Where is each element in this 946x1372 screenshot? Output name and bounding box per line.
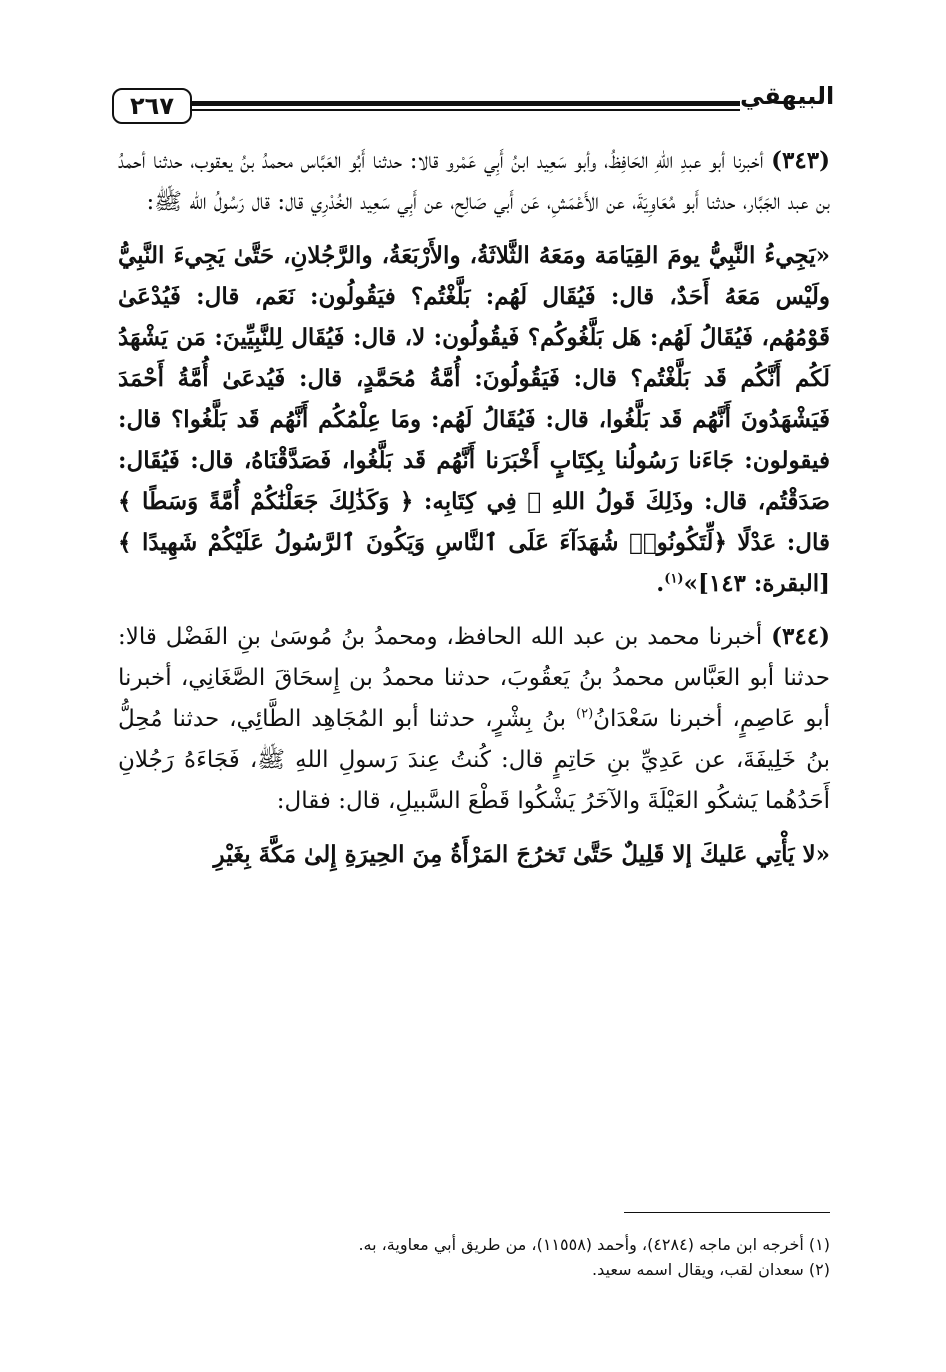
page-body xyxy=(118,140,830,887)
page-number: ٢٦٧ xyxy=(112,88,192,124)
footnote-ref[interactable]: (٢) xyxy=(576,706,594,722)
header-rule xyxy=(192,101,740,106)
matn-text: «لا يَأْتِي عَليكَ إلا قَلِيلٌ حَتَّىٰ تَخرُجَ المَرْأَةُ مِنَ الحِيرَةِ إِلىٰ مَكَّةَ بِغَيْرِ xyxy=(213,841,830,868)
footnote-2: (٢) سعدان لقب، ويقال اسمه سعيد. xyxy=(592,1260,830,1279)
footnote-1: (١) أخرجه ابن ماجه (٤٢٨٤)، وأحمد (١١٥٥٨)، من طريق أبي معاوية، به. xyxy=(358,1235,830,1254)
footnote-separator xyxy=(624,1212,830,1213)
isnad-text: أخبرنا محمد بن عبد الله الحافظ، ومحمدُ بنُ مُوسَىٰ بنِ الفَضْل قالا: حدثنا أبو العَبَّاس محمدُ بنُ يَعقُوبَ، حدثنا محمدُ بن إِسحَاقَ الصَّغَانِي، أخبرنا أبو عَاصِمٍ، أخبرنا سَعْدَانُ xyxy=(118,624,831,732)
isnad-text-continued: بنُ بِشْرٍ، حدثنا أبو المُجَاهِد الطَّائِي، حدثنا مُحِلُّ بنُ خَلِيفَةَ، عن عَدِيِّ بنِ حَاتِمٍ قال: كُنتُ عِندَ رَسولِ اللهِ ﷺ، فَجَاءَهُ رَجُلانِ أَحَدُهُما يَشكُو العَيْلَةَ والآخَرُ يَشْكُوا قَطْعَ السَّبيلِ، قال: فقال: xyxy=(118,706,830,814)
footnotes xyxy=(118,1232,830,1282)
footnote-ref[interactable]: (١) xyxy=(664,571,684,587)
header-rule-thin xyxy=(192,109,740,111)
page-header xyxy=(112,82,835,132)
hadith-343-matn: «يَجِيءُ النَّبِيُّ يومَ القِيَامَة ومَعَهُ الثَّلاثَةُ، والأَرْبَعَةُ، والرَّجُلانِ، حَتَّىٰ يَجِيءَ النَّبِيُّ ولَيْس مَعَهُ أَحَدٌ، قال: فَيُقَال لَهُم: بَلَّغْتُم؟ فيَقُولُون: نَعَم، قال: فَيُدْعَىٰ قَوْمُهُم، فَيُقَالُ لَهُم: هَل بَلَّغُوكُم؟ فَيقُولُون: لا، قال: فَيُقَال لِلنَّبِيِّينَ: مَن يَشْهَدُ لَكُم أَنَّكُم قَد بَلَّغْتُم؟ قال: فَيَقُولُونَ: أُمَّةُ مُحَمَّدٍ، قال: فَيُدعَىٰ أُمَّةُ أَحْمَدَ فَيَشْهَدُونَ أَنَّهُم قَد بَلَّغُوا، قال: فَيُقَالُ لَهُم: ومَا عِلْمُكُم أَنَّهُم قَد بَلَّغُوا؟ قال: فيقولون: جَاءَنا رَسُولُنا بِكِتَابٍ أَخْبَرَنا أَنَّهُم قَد بَلَّغُوا، فَصَدَّقْنَاهُ، قال: فَيُقَال: صَدَقْتُم، قال: وذَلِكَ قَولُ اللهِ ﷻ فِي كِتَابِه: ﴿ وَكَذَٰلِكَ جَعَلْنَٰكُمْ أُمَّةً وَسَطًا ﴾ قال: عَدْلًا ﴿لِّتَكُونُوا۟ شُهَدَآءَ عَلَى ٱلنَّاسِ وَيَكُونَ ٱلرَّسُولُ عَلَيْكُمْ شَهِيدًا ﴾ [البقرة: ١٤٣]»$^{(١)}$. xyxy=(118,242,830,597)
hadith-number: (٣٤٤) xyxy=(771,623,830,650)
hadith-344-matn xyxy=(118,834,830,875)
matn-text: «يَجِيءُ النَّبِيُّ يومَ القِيَامَة ومَعَهُ الثَّلاثَةُ، والأَرْبَعَةُ، والرَّجُلانِ، حَتَّىٰ يَجِيءَ النَّبِيُّ ولَيْس مَعَهُ أَحَدٌ، قال: فَيُقَال لَهُم: بَلَّغْتُم؟ فيَقُولُون: نَعَم، قال: فَيُدْعَىٰ قَوْمُهُم، فَيُقَالُ لَهُم: هَل بَلَّغُوكُم؟ فَيقُولُون: لا، قال: فَيُقَال لِلنَّبِيِّينَ: مَن يَشْهَدُ لَكُم أَنَّكُم قَد بَلَّغْتُم؟ قال: فَيَقُولُونَ: أُمَّةُ مُحَمَّدٍ، قال: فَيُدعَىٰ أُمَّةُ أَحْمَدَ فَيَشْهَدُونَ أَنَّهُم قَد بَلَّغُوا، قال: فَيُقَالُ لَهُم: ومَا عِلْمُكُم أَنَّهُم قَد بَلَّغُوا؟ قال: فيقولون: جَاءَنا رَسُولُنا بِكِتَابٍ أَخْبَرَنا أَنَّهُم قَد بَلَّغُوا، فَصَدَّقْنَاهُ، قال: فَيُقَال: صَدَقْتُم، قال: وذَلِكَ قَولُ اللهِ ﷻ فِي كِتَابِه: ﴿ وَكَذَٰلِكَ جَعَلْنَٰكُمْ أُمَّةً وَسَطًا ﴾ قال: عَدْلًا ﴿لِّتَكُونُوا۟ شُهَدَآءَ عَلَى ٱلنَّاسِ وَيَكُونَ ٱلرَّسُولُ عَلَيْكُمْ شَهِيدًا ﴾ [البقرة: ١٤٣]» xyxy=(118,242,830,597)
hadith-number: (٣٤٣) xyxy=(771,147,830,174)
isnad-text: أخبرنا أبو عبدِ اللهِ الحَافِظُ، وأبو سَعِيد ابنُ أَبِي عَمْرو قالا: حدثنا أَبُو العَبَّاس محمدُ بنُ يعقوب، حدثنا أحمدُ بن عبد الجَبَّار، حدثنا أَبو مُعَاوِيَةَ، عن الأَعْمَشِ، عَن أَبي صَالِح، عن أَبِي سَعِيد الخُدْرِي قال: قال رَسُولُ الله ﷺ: xyxy=(118,148,830,215)
book-title: البيهقي xyxy=(740,82,835,110)
hadith-343-isnad xyxy=(118,140,830,223)
hadith-344-isnad xyxy=(118,616,830,822)
